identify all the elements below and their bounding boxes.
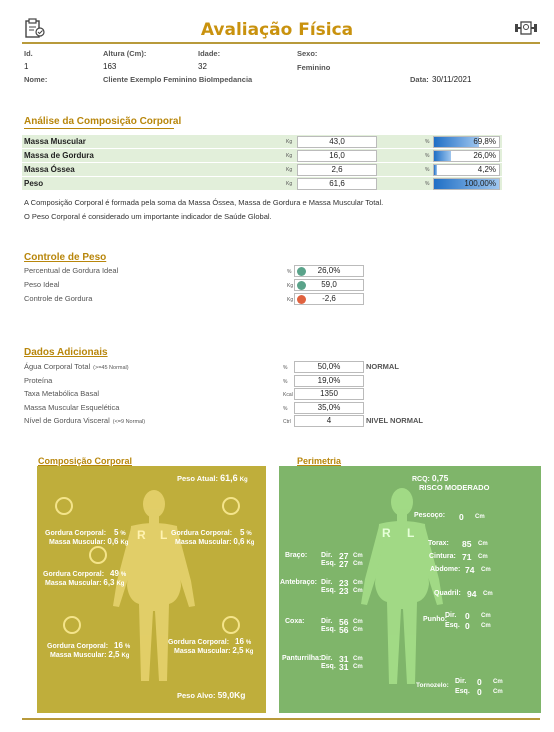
cintura-value: 71 [462,552,472,562]
date-label: Data: [410,75,429,84]
composition-row [22,149,502,162]
esq-label: Esq. [321,663,336,670]
cm-unit: Cm [353,588,363,594]
age-value: 32 [198,62,207,71]
additional-value: 4 [294,415,364,427]
punho-label: Punho: [423,616,448,623]
unit-label: Kg [286,153,293,159]
unit-label: Kcal [283,392,293,398]
quadril-value: 94 [467,589,477,599]
value-text: 26,0% [317,266,341,275]
cm-unit: Cm [353,561,363,567]
additional-value: 1350 [294,388,364,400]
peso-atual [177,473,248,483]
additional-label [24,362,129,371]
fat-unit: % [246,531,252,537]
dumbbell-scale-icon [514,18,538,38]
composition-row-name: Massa Óssea [24,165,75,174]
name-label: Nome: [24,75,48,84]
unit-label: % [283,378,288,385]
composition-row [22,135,502,148]
additional-label-text: Nível de Gordura Visceral [24,416,110,425]
muscle-value: 2,5 [232,646,244,655]
composition-row-name: Massa de Gordura [24,151,94,160]
unit-label: Ctrl [283,419,291,425]
right-arm-fat [45,528,126,537]
percent-bar-fill [434,165,437,175]
panturrilha-dir-value: 31 [339,654,349,664]
id-label: Id. [24,49,33,58]
additional-label-text: Proteína [24,375,53,385]
additional-status: NORMAL [366,362,399,371]
perimetria-panel [279,466,541,713]
perimetria-title: Perimetria [297,456,342,466]
risk-text: RISCO MODERADO [419,483,490,492]
percent-value: 4,2% [477,165,496,174]
weight-control-title: Controle de Peso [24,252,107,263]
fat-value: 16 [235,637,244,646]
fat-label: Gordura Corporal: [47,643,109,650]
fat-label: Gordura Corporal: [45,530,107,537]
cintura-label: Cintura: [429,553,456,560]
percent-unit: % [425,153,430,159]
additional-label-text: Taxa Metabólica Basal [24,389,100,398]
weight-control-label: Controle de Gordura [24,294,93,303]
muscle-unit: Kg [120,540,129,546]
composition-note-1: A Composição Corporal é formada pela soma da Massa Óssea, Massa de Gordura e Massa Muscular Total. [24,198,384,207]
cm-unit: Cm [353,664,363,670]
weight-control-value [294,279,364,291]
muscle-value: 2,5 [108,650,120,659]
esq-label: Esq. [321,626,336,633]
fat-unit: % [120,531,126,537]
braco-esq-value: 27 [339,559,349,569]
muscle-unit: Kg [245,649,254,655]
unit-label: Kg [287,297,294,303]
unit-label: % [287,269,292,275]
additional-status: NIVEL NORMAL [366,416,423,425]
percent-value: 100,00% [464,179,496,188]
percent-unit: % [425,139,430,145]
cm-unit: Cm [353,619,363,625]
l-marker: L [160,528,168,542]
fat-label: Gordura Corporal: [168,639,230,646]
cm-unit: Cm [493,679,503,685]
additional-value: 35,0% [294,402,364,414]
composition-value: 2,6 [297,164,377,176]
body-composition-title: Composição Corporal [38,456,133,466]
r-marker: R [137,528,146,542]
muscle-label: Massa Muscular: [49,539,106,546]
sex-value: Feminino [297,63,331,72]
additional-hint: (<=9 Normal) [112,419,146,425]
tornozelo-esq-value: 0 [477,687,482,697]
composition-value: 61,6 [297,178,377,190]
dir-label: Dir. [321,579,333,586]
muscle-label: Massa Muscular: [45,580,102,587]
fat-value: 5 [240,528,245,537]
unit-label: % [283,405,288,412]
peso-alvo [177,690,245,700]
sex-label: Sexo: [297,49,318,58]
muscle-label: Massa Muscular: [175,539,232,546]
antebraco-label: Antebraço: [280,579,317,586]
percent-bar-fill [434,151,451,161]
composition-percent-bar [433,150,500,162]
composition-percent-bar [433,164,500,176]
composition-percent-bar [433,178,500,190]
unit-label: Kg [287,283,294,289]
peso-alvo-label: Peso Alvo: [177,691,216,700]
composition-value: 16,0 [297,150,377,162]
muscle-unit: Kg [246,540,255,546]
esq-label: Esq. [455,688,470,695]
right-arm-segment-icon [55,497,73,515]
status-dot-icon [297,295,306,304]
punho-dir-value: 0 [465,611,470,621]
additional-label-text: Água Corporal Total [24,362,91,371]
age-label: Idade: [198,49,221,58]
cm-unit: Cm [481,567,491,573]
additional-value: 19,0% [294,375,364,387]
composition-title-underline [24,128,174,129]
cm-unit: Cm [483,591,493,597]
tornozelo-label: Tornozelo: [416,682,449,689]
coxa-dir-value: 56 [339,617,349,627]
muscle-unit: Kg [116,581,125,587]
right-leg-segment-icon [63,616,81,634]
fat-value: 16 [114,641,123,650]
percent-value: 69,8% [473,137,496,146]
fat-unit: % [245,640,252,646]
status-dot-icon [297,281,306,290]
footer-divider [22,718,540,720]
trunk-segment-icon [89,546,107,564]
muscle-value: 0,6 [107,537,119,546]
height-value: 163 [103,62,117,71]
panturrilha-esq-value: 31 [339,662,349,672]
fat-unit: % [124,644,131,650]
left-arm-fat [171,528,252,537]
cm-unit: Cm [493,689,503,695]
torax-label: Torax: [428,540,449,547]
unit-label: Kg [286,181,293,187]
weight-control-label: Peso Ideal [24,280,60,289]
right-arm-muscle [49,537,128,546]
braco-dir-value: 27 [339,551,349,561]
left-leg-segment-icon [222,616,240,634]
id-value: 1 [24,62,29,71]
dir-label: Dir. [321,618,333,625]
peso-atual-value: 61,6 [220,473,238,483]
coxa-label: Coxa: [285,618,305,625]
date-value: 30/11/2021 [432,75,472,84]
trunk-fat [43,569,126,578]
muscle-value: 0,6 [233,537,245,546]
dir-label: Dir. [445,612,457,619]
fat-label: Gordura Corporal: [43,571,105,578]
cm-unit: Cm [481,613,491,619]
additional-label [24,376,55,385]
abdome-label: Abdome: [430,566,461,573]
left-leg-fat [168,637,251,646]
weight-control-label: Percentual de Gordura Ideal [24,266,119,275]
composition-note-2: O Peso Corporal é considerado um importante indicador de Saúde Global. [24,212,272,221]
additional-label [24,403,122,412]
torax-value: 85 [462,539,472,549]
cm-unit: Cm [475,514,485,520]
fat-value: 49 [110,569,119,578]
composition-row [22,177,502,190]
cm-unit: Cm [353,656,363,662]
cm-unit: Cm [353,553,363,559]
panturrilha-label: Panturrilha: [282,655,322,662]
header-divider [22,42,540,44]
value-text: 59,0 [321,280,337,289]
value-text: -2,6 [322,294,336,303]
l-marker: L [407,526,415,540]
additional-label-text: Massa Muscular Esquelética [24,402,120,412]
peso-atual-label: Peso Atual: [177,474,218,483]
left-arm-muscle [175,537,254,546]
quadril-label: Quadril: [434,590,461,597]
cm-unit: Cm [478,554,488,560]
status-dot-icon [297,267,306,276]
muscle-value: 6,3 [103,578,115,587]
percent-value: 26,0% [473,151,496,160]
muscle-label: Massa Muscular: [50,652,107,659]
pescoco-label: Pescoço: [414,512,446,519]
composition-value: 43,0 [297,136,377,148]
dir-label: Dir. [455,678,467,685]
pescoco-value: 0 [459,512,464,522]
antebraco-dir-value: 23 [339,578,349,588]
composition-row [22,163,502,176]
page-title: Avaliação Física [200,20,354,40]
fat-label: Gordura Corporal: [171,530,233,537]
punho-esq-value: 0 [465,621,470,631]
additional-label [24,416,145,425]
fat-value: 5 [114,528,119,537]
rcq [412,473,448,483]
fat-unit: % [120,572,127,578]
height-label: Altura (Cm): [103,49,147,58]
peso-alvo-value: 59,0Kg [217,690,246,700]
dir-label: Dir. [321,655,333,662]
abdome-value: 74 [465,565,475,575]
additional-value: 50,0% [294,361,364,373]
coxa-esq-value: 56 [339,625,349,635]
right-leg-muscle [50,650,129,659]
weight-control-value [294,293,364,305]
cm-unit: Cm [481,623,491,629]
braco-label: Braço: [285,552,308,559]
percent-unit: % [425,167,430,173]
additional-hint: (>=45 Normal) [93,365,129,371]
composition-row-name: Peso [24,179,44,188]
left-leg-muscle [174,646,253,655]
rcq-value: 0,75 [431,473,449,483]
composition-row-name: Massa Muscular [24,137,86,146]
muscle-label: Massa Muscular: [174,648,231,655]
cm-unit: Cm [353,580,363,586]
unit-label: Kg [286,167,293,173]
left-arm-segment-icon [222,497,240,515]
weight-control-value [294,265,364,277]
additional-title: Dados Adicionais [24,347,108,358]
percent-unit: % [425,181,430,187]
composition-title: Análise da Composição Corporal [24,116,182,127]
tornozelo-dir-value: 0 [477,677,482,687]
esq-label: Esq. [321,587,336,594]
esq-label: Esq. [445,622,460,629]
trunk-muscle [45,578,124,587]
cm-unit: Cm [353,627,363,633]
rcq-label: RCQ: [412,476,430,483]
peso-atual-unit: Kg [239,477,248,483]
dir-label: Dir. [321,552,333,559]
unit-label: Kg [286,139,293,145]
r-marker: R [382,526,391,540]
name-value: Cliente Exemplo Feminino BioImpedancia [103,75,253,84]
composition-percent-bar [433,136,500,148]
additional-label [24,389,102,398]
muscle-unit: Kg [121,653,130,659]
antebraco-esq-value: 23 [339,586,349,596]
cm-unit: Cm [478,541,488,547]
unit-label: % [283,365,288,371]
esq-label: Esq. [321,560,336,567]
body-composition-panel [37,466,266,713]
right-leg-fat [47,641,130,650]
